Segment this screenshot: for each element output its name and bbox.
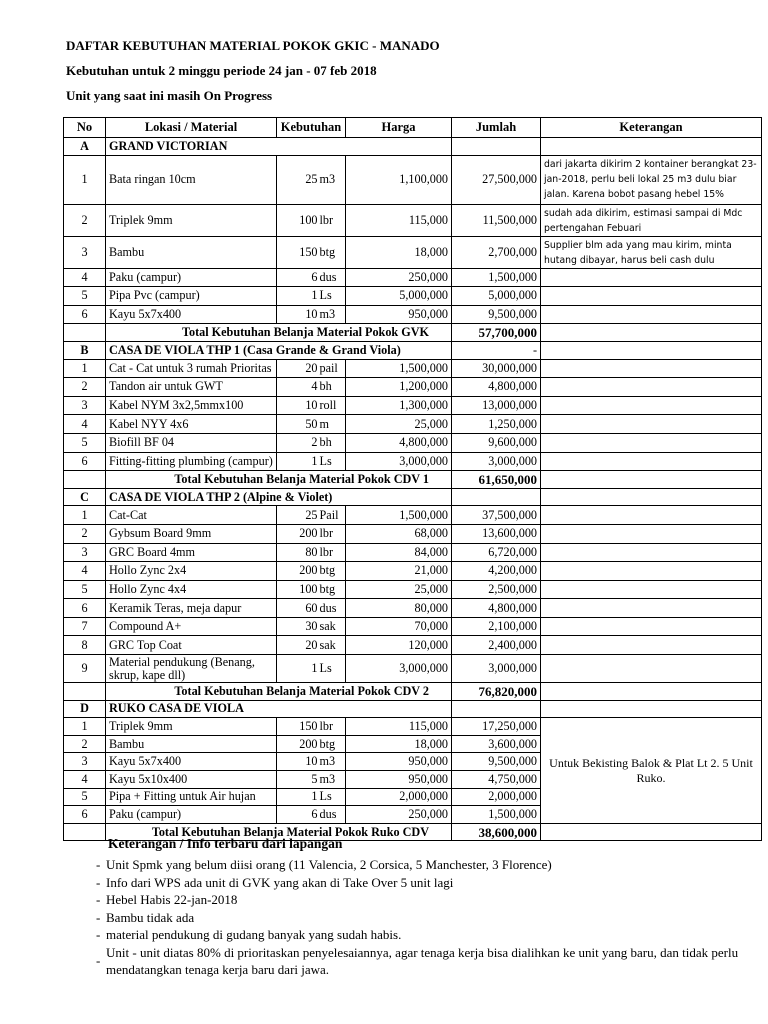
amount: 3,000,000 bbox=[452, 452, 541, 471]
material-name: Triplek 9mm bbox=[106, 718, 277, 736]
info-item bbox=[96, 891, 766, 909]
amount: 9,500,000 bbox=[452, 753, 541, 771]
unit: m3 bbox=[319, 305, 346, 324]
keterangan bbox=[541, 524, 762, 543]
material-name: Gybsum Board 9mm bbox=[106, 524, 277, 543]
info-item-text: Hebel Habis 22-jan-2018 bbox=[106, 892, 238, 907]
material-name: Keramik Teras, meja dapur bbox=[106, 599, 277, 618]
bullet-dash: - bbox=[96, 953, 101, 969]
quantity: 4 bbox=[277, 378, 319, 397]
row-number: 3 bbox=[64, 236, 106, 268]
quantity: 20 bbox=[277, 636, 319, 655]
amount: 2,100,000 bbox=[452, 617, 541, 636]
table-row bbox=[64, 655, 762, 683]
total-value: 57,700,000 bbox=[452, 324, 541, 342]
quantity: 200 bbox=[277, 562, 319, 581]
section-total-row bbox=[64, 471, 762, 489]
amount: 4,800,000 bbox=[452, 599, 541, 618]
keterangan bbox=[541, 562, 762, 581]
unit-price: 3,000,000 bbox=[346, 452, 452, 471]
material-name: Kabel NYY 4x6 bbox=[106, 415, 277, 434]
quantity: 100 bbox=[277, 580, 319, 599]
section-value: - bbox=[452, 341, 541, 359]
info-item bbox=[96, 909, 766, 927]
quantity: 80 bbox=[277, 543, 319, 562]
unit-price: 18,000 bbox=[346, 735, 452, 753]
material-name: Triplek 9mm bbox=[106, 204, 277, 236]
table-row bbox=[64, 524, 762, 543]
unit-price: 115,000 bbox=[346, 204, 452, 236]
unit: m bbox=[319, 415, 346, 434]
table-row bbox=[64, 378, 762, 397]
unit: Ls bbox=[319, 287, 346, 306]
unit-price: 21,000 bbox=[346, 562, 452, 581]
unit-price: 2,000,000 bbox=[346, 788, 452, 806]
material-name: Compound A+ bbox=[106, 617, 277, 636]
info-item bbox=[96, 926, 766, 944]
unit: lbr bbox=[319, 718, 346, 736]
table-row bbox=[64, 415, 762, 434]
col-header-keterangan: Keterangan bbox=[541, 118, 762, 138]
unit: Pail bbox=[319, 506, 346, 525]
table-row bbox=[64, 636, 762, 655]
material-name: Cat-Cat bbox=[106, 506, 277, 525]
table-row bbox=[64, 433, 762, 452]
row-number: 8 bbox=[64, 636, 106, 655]
quantity: 30 bbox=[277, 617, 319, 636]
amount: 6,720,000 bbox=[452, 543, 541, 562]
quantity: 10 bbox=[277, 753, 319, 771]
status-line: Unit yang saat ini masih On Progress bbox=[66, 88, 273, 103]
section-header-row bbox=[64, 700, 762, 718]
row-number: 5 bbox=[64, 287, 106, 306]
info-item-text: Unit Spmk yang belum diisi orang (11 Valencia, 2 Corsica, 5 Manchester, 3 Florence) bbox=[106, 857, 552, 872]
table-row bbox=[64, 599, 762, 618]
row-number: 4 bbox=[64, 415, 106, 434]
unit: lbr bbox=[319, 204, 346, 236]
table-row bbox=[64, 204, 762, 236]
section-header-row bbox=[64, 138, 762, 156]
table-row bbox=[64, 236, 762, 268]
total-value: 76,820,000 bbox=[452, 683, 541, 701]
keterangan: sudah ada dikirim, estimasi sampai di Mdc pertengahan Febuari bbox=[541, 204, 762, 236]
material-name: Kayu 5x10x400 bbox=[106, 771, 277, 789]
unit: dus bbox=[319, 599, 346, 618]
total-keterangan bbox=[541, 683, 762, 701]
quantity: 1 bbox=[277, 287, 319, 306]
amount: 4,800,000 bbox=[452, 378, 541, 397]
unit-price: 5,000,000 bbox=[346, 287, 452, 306]
unit: m3 bbox=[319, 753, 346, 771]
material-name: Cat - Cat untuk 3 rumah Prioritas bbox=[106, 359, 277, 378]
table-row bbox=[64, 543, 762, 562]
unit-price: 25,000 bbox=[346, 580, 452, 599]
unit: m3 bbox=[319, 771, 346, 789]
unit: btg bbox=[319, 580, 346, 599]
unit-price: 950,000 bbox=[346, 771, 452, 789]
row-number: 9 bbox=[64, 655, 106, 683]
col-header-lokasi: Lokasi / Material bbox=[106, 118, 277, 138]
amount: 27,500,000 bbox=[452, 155, 541, 204]
row-number: 3 bbox=[64, 543, 106, 562]
material-name: Material pendukung (Benang, skrup, kape dll) bbox=[106, 655, 277, 683]
quantity: 1 bbox=[277, 788, 319, 806]
unit-price: 950,000 bbox=[346, 753, 452, 771]
material-name: Hollo Zync 4x4 bbox=[106, 580, 277, 599]
amount: 1,250,000 bbox=[452, 415, 541, 434]
total-label: Total Kebutuhan Belanja Material Pokok GVK bbox=[106, 324, 452, 342]
unit: bh bbox=[319, 378, 346, 397]
section-code: A bbox=[64, 138, 106, 156]
info-item bbox=[96, 944, 766, 979]
unit-price: 3,000,000 bbox=[346, 655, 452, 683]
info-item-text: Unit - unit diatas 80% di prioritaskan penyelesaiannya, agar tenaga kerja bisa dialihkan ke unit yang baru, dan tidak perlu mendatangkan tenaga kerja baru dari jawa. bbox=[106, 944, 739, 977]
total-label: Total Kebutuhan Belanja Material Pokok CDV 2 bbox=[106, 683, 452, 701]
material-name: GRC Top Coat bbox=[106, 636, 277, 655]
row-number: 4 bbox=[64, 268, 106, 287]
table-row bbox=[64, 617, 762, 636]
amount: 4,750,000 bbox=[452, 771, 541, 789]
total-value: 61,650,000 bbox=[452, 471, 541, 489]
keterangan: dari jakarta dikirim 2 kontainer berangkat 23-jan-2018, perlu beli lokal 25 m3 dulu biar jalan. Karena bobot pasang hebel 15% bbox=[541, 155, 762, 204]
keterangan bbox=[541, 452, 762, 471]
section-name: RUKO CASA DE VIOLA bbox=[106, 700, 452, 718]
row-number: 2 bbox=[64, 524, 106, 543]
document-title: DAFTAR KEBUTUHAN MATERIAL POKOK GKIC - MANADO bbox=[66, 38, 440, 53]
amount: 30,000,000 bbox=[452, 359, 541, 378]
material-name: Pipa Pvc (campur) bbox=[106, 287, 277, 306]
field-info-title: Keterangan / Info terbaru dari lapangan bbox=[108, 836, 343, 851]
row-number: 2 bbox=[64, 735, 106, 753]
row-number: 5 bbox=[64, 788, 106, 806]
row-number: 1 bbox=[64, 359, 106, 378]
section-total-row bbox=[64, 324, 762, 342]
unit: roll bbox=[319, 396, 346, 415]
amount: 2,700,000 bbox=[452, 236, 541, 268]
material-name: Kayu 5x7x400 bbox=[106, 753, 277, 771]
material-name: Hollo Zync 2x4 bbox=[106, 562, 277, 581]
quantity: 10 bbox=[277, 305, 319, 324]
keterangan bbox=[541, 636, 762, 655]
row-number: 6 bbox=[64, 305, 106, 324]
amount: 17,250,000 bbox=[452, 718, 541, 736]
material-name: Pipa + Fitting untuk Air hujan bbox=[106, 788, 277, 806]
amount: 9,600,000 bbox=[452, 433, 541, 452]
material-table bbox=[63, 117, 762, 841]
row-number: 1 bbox=[64, 506, 106, 525]
material-name: GRC Board 4mm bbox=[106, 543, 277, 562]
table-row bbox=[64, 452, 762, 471]
total-blank bbox=[64, 471, 106, 489]
info-item-text: material pendukung di gudang banyak yang sudah habis. bbox=[106, 927, 402, 942]
total-keterangan bbox=[541, 471, 762, 489]
unit-price: 25,000 bbox=[346, 415, 452, 434]
keterangan bbox=[541, 580, 762, 599]
unit-price: 115,000 bbox=[346, 718, 452, 736]
info-item bbox=[96, 856, 766, 874]
unit: dus bbox=[319, 268, 346, 287]
section-code: D bbox=[64, 700, 106, 718]
amount: 1,500,000 bbox=[452, 268, 541, 287]
row-number: 5 bbox=[64, 433, 106, 452]
quantity: 150 bbox=[277, 718, 319, 736]
unit-price: 950,000 bbox=[346, 305, 452, 324]
section-value bbox=[452, 138, 541, 156]
material-name: Paku (campur) bbox=[106, 806, 277, 824]
material-name: Kabel NYM 3x2,5mmx100 bbox=[106, 396, 277, 415]
material-name: Kayu 5x7x400 bbox=[106, 305, 277, 324]
total-keterangan bbox=[541, 324, 762, 342]
unit: lbr bbox=[319, 524, 346, 543]
table-row bbox=[64, 359, 762, 378]
keterangan bbox=[541, 396, 762, 415]
table-row bbox=[64, 580, 762, 599]
amount: 4,200,000 bbox=[452, 562, 541, 581]
section-keterangan bbox=[541, 700, 762, 718]
section-name: CASA DE VIOLA THP 1 (Casa Grande & Grand Viola) bbox=[106, 341, 452, 359]
table-row bbox=[64, 287, 762, 306]
info-item bbox=[96, 874, 766, 892]
table-header-row bbox=[64, 118, 762, 138]
unit-price: 84,000 bbox=[346, 543, 452, 562]
row-number: 6 bbox=[64, 452, 106, 471]
unit-price: 250,000 bbox=[346, 806, 452, 824]
row-number: 7 bbox=[64, 617, 106, 636]
col-header-harga: Harga bbox=[346, 118, 452, 138]
row-number: 3 bbox=[64, 753, 106, 771]
col-header-kebutuhan: Kebutuhan bbox=[277, 118, 346, 138]
quantity: 25 bbox=[277, 155, 319, 204]
bullet-dash: - bbox=[96, 892, 101, 907]
field-info-section bbox=[96, 836, 766, 979]
section-name: GRAND VICTORIAN bbox=[106, 138, 452, 156]
unit-price: 18,000 bbox=[346, 236, 452, 268]
bullet-dash: - bbox=[96, 857, 101, 872]
total-blank bbox=[64, 324, 106, 342]
bullet-dash: - bbox=[96, 927, 101, 942]
keterangan bbox=[541, 359, 762, 378]
unit: btg bbox=[319, 562, 346, 581]
amount: 37,500,000 bbox=[452, 506, 541, 525]
material-name: Bata ringan 10cm bbox=[106, 155, 277, 204]
unit: Ls bbox=[319, 788, 346, 806]
unit: btg bbox=[319, 236, 346, 268]
section-header-row bbox=[64, 341, 762, 359]
unit-price: 1,200,000 bbox=[346, 378, 452, 397]
quantity: 1 bbox=[277, 655, 319, 683]
unit-price: 1,500,000 bbox=[346, 359, 452, 378]
amount: 13,000,000 bbox=[452, 396, 541, 415]
row-number: 5 bbox=[64, 580, 106, 599]
amount: 9,500,000 bbox=[452, 305, 541, 324]
unit: Ls bbox=[319, 452, 346, 471]
info-item-text: Bambu tidak ada bbox=[106, 909, 195, 925]
amount: 3,600,000 bbox=[452, 735, 541, 753]
total-label: Total Kebutuhan Belanja Material Pokok CDV 1 bbox=[106, 471, 452, 489]
unit: Ls bbox=[319, 655, 346, 683]
row-number: 4 bbox=[64, 562, 106, 581]
quantity: 100 bbox=[277, 204, 319, 236]
section-code: B bbox=[64, 341, 106, 359]
table-row bbox=[64, 268, 762, 287]
total-label: Total Kebutuhan Belanja Material Pokok Ruko CDV bbox=[106, 823, 452, 841]
col-header-no: No bbox=[64, 118, 106, 138]
quantity: 5 bbox=[277, 771, 319, 789]
keterangan bbox=[541, 433, 762, 452]
material-name: Fitting-fitting plumbing (campur) bbox=[106, 452, 277, 471]
keterangan-merged: Untuk Bekisting Balok & Plat Lt 2. 5 Unit Ruko. bbox=[541, 718, 762, 824]
keterangan bbox=[541, 305, 762, 324]
unit-price: 1,500,000 bbox=[346, 506, 452, 525]
unit: lbr bbox=[319, 543, 346, 562]
table-row bbox=[64, 562, 762, 581]
keterangan bbox=[541, 506, 762, 525]
quantity: 200 bbox=[277, 524, 319, 543]
keterangan bbox=[541, 599, 762, 618]
quantity: 60 bbox=[277, 599, 319, 618]
section-keterangan bbox=[541, 341, 762, 359]
row-number: 6 bbox=[64, 806, 106, 824]
table-row bbox=[64, 396, 762, 415]
period-subtitle: Kebutuhan untuk 2 minggu periode 24 jan - 07 feb 2018 bbox=[66, 63, 377, 78]
section-keterangan bbox=[541, 138, 762, 156]
unit: dus bbox=[319, 806, 346, 824]
material-name: Paku (campur) bbox=[106, 268, 277, 287]
section-value bbox=[452, 700, 541, 718]
material-name: Bambu bbox=[106, 735, 277, 753]
table-row bbox=[64, 718, 762, 736]
unit-price: 120,000 bbox=[346, 636, 452, 655]
section-header-row bbox=[64, 488, 762, 506]
unit-price: 80,000 bbox=[346, 599, 452, 618]
unit-price: 250,000 bbox=[346, 268, 452, 287]
amount: 3,000,000 bbox=[452, 655, 541, 683]
bullet-dash: - bbox=[96, 874, 101, 890]
unit: pail bbox=[319, 359, 346, 378]
table-row bbox=[64, 506, 762, 525]
field-info-list bbox=[96, 856, 766, 979]
row-number: 4 bbox=[64, 771, 106, 789]
quantity: 200 bbox=[277, 735, 319, 753]
table-row bbox=[64, 305, 762, 324]
unit: bh bbox=[319, 433, 346, 452]
quantity: 6 bbox=[277, 806, 319, 824]
row-number: 6 bbox=[64, 599, 106, 618]
quantity: 150 bbox=[277, 236, 319, 268]
keterangan bbox=[541, 655, 762, 683]
total-blank bbox=[64, 683, 106, 701]
row-number: 3 bbox=[64, 396, 106, 415]
total-value: 38,600,000 bbox=[452, 823, 541, 841]
col-header-jumlah: Jumlah bbox=[452, 118, 541, 138]
unit-price: 1,100,000 bbox=[346, 155, 452, 204]
section-value bbox=[452, 488, 541, 506]
section-keterangan bbox=[541, 488, 762, 506]
amount: 1,500,000 bbox=[452, 806, 541, 824]
unit-price: 70,000 bbox=[346, 617, 452, 636]
row-number: 1 bbox=[64, 155, 106, 204]
info-item-text: Info dari WPS ada unit di GVK yang akan di Take Over 5 unit lagi bbox=[106, 874, 454, 890]
amount: 11,500,000 bbox=[452, 204, 541, 236]
amount: 2,500,000 bbox=[452, 580, 541, 599]
keterangan bbox=[541, 617, 762, 636]
unit-price: 4,800,000 bbox=[346, 433, 452, 452]
keterangan bbox=[541, 415, 762, 434]
amount: 2,000,000 bbox=[452, 788, 541, 806]
bullet-dash: - bbox=[96, 909, 101, 925]
unit: btg bbox=[319, 735, 346, 753]
quantity: 50 bbox=[277, 415, 319, 434]
row-number: 1 bbox=[64, 718, 106, 736]
quantity: 2 bbox=[277, 433, 319, 452]
material-name: Bambu bbox=[106, 236, 277, 268]
material-name: Tandon air untuk GWT bbox=[106, 378, 277, 397]
keterangan bbox=[541, 287, 762, 306]
keterangan: Supplier blm ada yang mau kirim, minta hutang dibayar, harus beli cash dulu bbox=[541, 236, 762, 268]
quantity: 20 bbox=[277, 359, 319, 378]
keterangan bbox=[541, 543, 762, 562]
amount: 2,400,000 bbox=[452, 636, 541, 655]
row-number: 2 bbox=[64, 378, 106, 397]
material-name: Biofill BF 04 bbox=[106, 433, 277, 452]
unit: m3 bbox=[319, 155, 346, 204]
unit-price: 68,000 bbox=[346, 524, 452, 543]
keterangan bbox=[541, 268, 762, 287]
unit-price: 1,300,000 bbox=[346, 396, 452, 415]
keterangan bbox=[541, 378, 762, 397]
section-name: CASA DE VIOLA THP 2 (Alpine & Violet) bbox=[106, 488, 452, 506]
amount: 5,000,000 bbox=[452, 287, 541, 306]
unit: sak bbox=[319, 636, 346, 655]
quantity: 25 bbox=[277, 506, 319, 525]
section-code: C bbox=[64, 488, 106, 506]
unit: sak bbox=[319, 617, 346, 636]
quantity: 6 bbox=[277, 268, 319, 287]
row-number: 2 bbox=[64, 204, 106, 236]
quantity: 10 bbox=[277, 396, 319, 415]
section-total-row bbox=[64, 683, 762, 701]
quantity: 1 bbox=[277, 452, 319, 471]
amount: 13,600,000 bbox=[452, 524, 541, 543]
table-row bbox=[64, 155, 762, 204]
